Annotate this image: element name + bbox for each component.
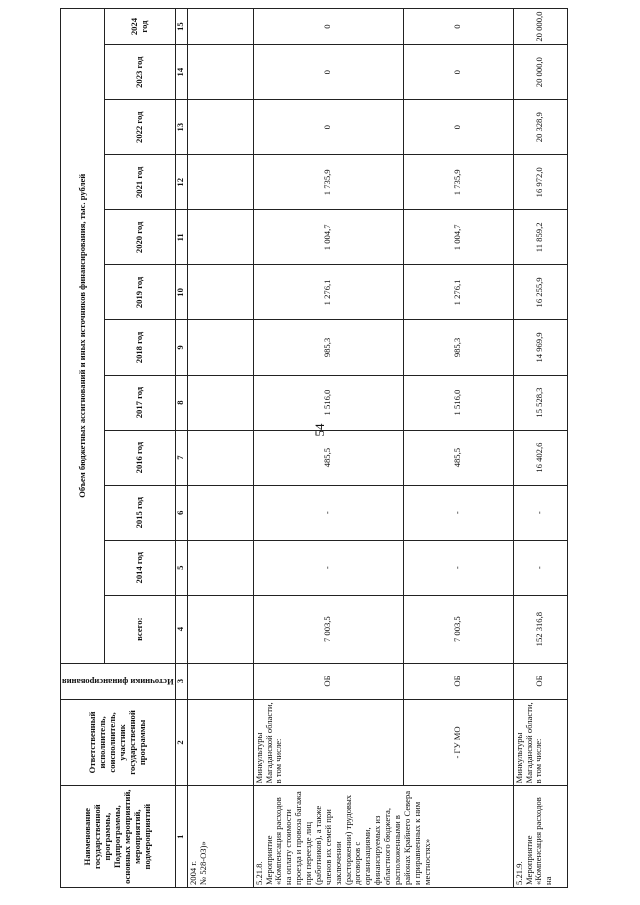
row-value: - [253, 540, 403, 595]
column-number: 7 [175, 430, 187, 485]
column-number: 10 [175, 265, 187, 320]
row-value-sub: - [403, 485, 513, 540]
row-total-sub: 7 003,5 [403, 595, 513, 663]
row-value: 20 328,9 [513, 100, 567, 155]
header-source: Источники финансирования [61, 663, 176, 699]
row-value: 20 000,0 [513, 45, 567, 100]
row-name: 2004 г. № 528-ОЗ)» [187, 786, 253, 888]
column-number: 9 [175, 320, 187, 375]
column-number: 3 [175, 663, 187, 699]
row-value: - [513, 540, 567, 595]
header-responsible: Ответственный исполнитель, соисполнитель, участник государственной программы [61, 699, 176, 786]
row-value: 985,3 [253, 320, 403, 375]
row-value: - [253, 485, 403, 540]
row-total: 7 003,5 [253, 595, 403, 663]
row-value-sub: 1 735,9 [403, 155, 513, 210]
header-year: 2022 год [105, 100, 176, 155]
header-year: 2015 год [105, 485, 176, 540]
row-value: 16 255,9 [513, 265, 567, 320]
row-value: 11 859,2 [513, 210, 567, 265]
header-year: 2024 год [105, 9, 176, 45]
row-responsible [187, 699, 253, 786]
row-value-sub: - [403, 540, 513, 595]
row-value: 16 402,6 [513, 430, 567, 485]
row-value: 1 276,1 [253, 265, 403, 320]
column-number: 8 [175, 375, 187, 430]
column-number: 4 [175, 595, 187, 663]
header-year: 2021 год [105, 155, 176, 210]
column-number: 5 [175, 540, 187, 595]
column-number: 6 [175, 485, 187, 540]
header-year: 2018 год [105, 320, 176, 375]
header-year: 2020 год [105, 210, 176, 265]
row-value: 20 000,0 [513, 9, 567, 45]
column-number: 14 [175, 45, 187, 100]
budget-table-rotated [60, 8, 554, 888]
row-value: 0 [253, 45, 403, 100]
table-row [187, 9, 253, 888]
row-responsible: Минкультуры Магаданской области, в том числе: [513, 699, 567, 786]
table-row [253, 9, 403, 888]
header-year: 2017 год [105, 375, 176, 430]
column-number: 13 [175, 100, 187, 155]
row-value-sub: 985,3 [403, 320, 513, 375]
row-name: 5.21.9. Мероприятие «Компенсация расходов на [513, 786, 567, 888]
row-value-sub: 0 [403, 9, 513, 45]
row-value: 16 972,0 [513, 155, 567, 210]
budget-table [60, 8, 568, 888]
row-source-sub: ОБ [403, 663, 513, 699]
row-value-sub: 1 516,0 [403, 375, 513, 430]
row-value: 0 [253, 100, 403, 155]
row-total [187, 595, 253, 663]
row-value: 0 [253, 9, 403, 45]
row-value-sub: 0 [403, 45, 513, 100]
row-value-sub: 1 004,7 [403, 210, 513, 265]
header-total: всего: [105, 595, 176, 663]
header-year: 2014 год [105, 540, 176, 595]
row-name: 5.21.8. Мероприятие «Компенсация расходов на оплату стоимости проезда и провоза багажа при переезде лиц (работников), а также членов их семей при заключении (расторжении) трудовых договоров с организациями, финансируемых из областного бюджета, расположенными в районах Крайнего Севера и приравненных к ним местностях» [253, 786, 513, 888]
row-value-sub: 485,5 [403, 430, 513, 485]
header-year: 2016 год [105, 430, 176, 485]
header-name: Наименование государственной программы, Подпрограммы, основных мероприятий, мероприятий, подмероприятий [61, 786, 176, 888]
header-year: 2023 год [105, 45, 176, 100]
row-source: ОБ [513, 663, 567, 699]
row-value: 1 004,7 [253, 210, 403, 265]
column-number-row [175, 9, 187, 888]
row-value: 1 516,0 [253, 375, 403, 430]
table-row [403, 9, 513, 888]
page-number: 54 [312, 423, 327, 437]
row-responsible-sub: - ГУ МО [403, 699, 513, 786]
column-number: 1 [175, 786, 187, 888]
header-year: 2019 год [105, 265, 176, 320]
row-total: 152 316,8 [513, 595, 567, 663]
row-value-sub: 0 [403, 100, 513, 155]
column-number: 2 [175, 699, 187, 786]
row-source [187, 663, 253, 699]
row-value: 485,5 [253, 430, 403, 485]
row-value: 1 735,9 [253, 155, 403, 210]
row-value: 15 528,3 [513, 375, 567, 430]
table-row [513, 9, 567, 888]
row-value-sub: 1 276,1 [403, 265, 513, 320]
column-number: 11 [175, 210, 187, 265]
column-number: 15 [175, 9, 187, 45]
header-volume: Объем бюджетных ассигнований и иных источников финансирования, тыс. рублей [61, 9, 105, 664]
column-number: 12 [175, 155, 187, 210]
row-value: - [513, 485, 567, 540]
row-source: ОБ [253, 663, 403, 699]
row-value: 14 969,9 [513, 320, 567, 375]
row-responsible: Минкультуры Магаданской области, в том числе: [253, 699, 403, 786]
